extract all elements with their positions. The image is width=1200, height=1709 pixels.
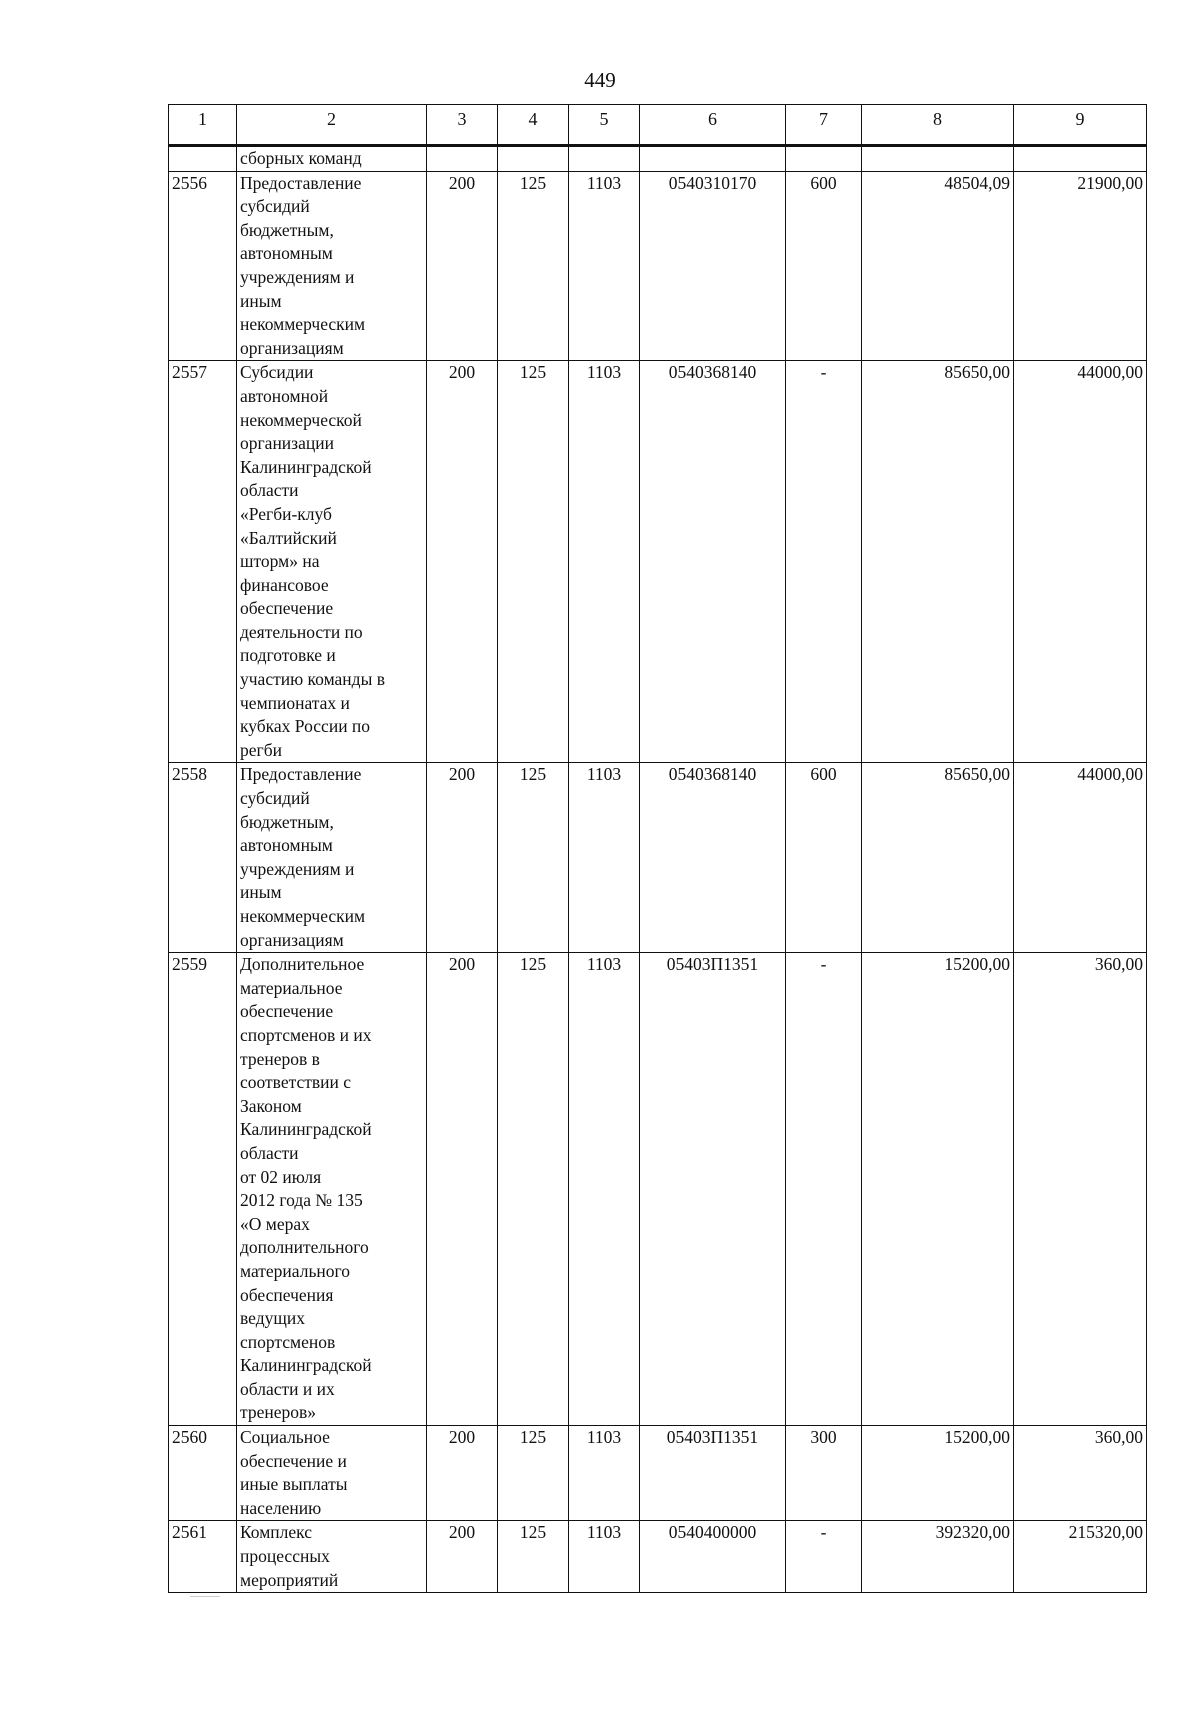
column-3-cell: 200 <box>427 1426 498 1521</box>
column-3-cell: 200 <box>427 1521 498 1593</box>
row-name-line: обеспечение <box>240 598 334 619</box>
row-name-line: Законом <box>240 1095 302 1116</box>
row-number-cell: 2557 <box>169 361 237 763</box>
row-name-cell <box>237 763 427 953</box>
column-7-cell: 300 <box>786 1426 862 1521</box>
row-name-line: обеспечение и <box>240 1450 347 1471</box>
table-cell <box>427 146 498 172</box>
row-name-line: организациям <box>240 337 344 358</box>
column-8-cell: 85650,00 <box>862 361 1014 763</box>
table-cell <box>786 146 862 172</box>
row-name-line: субсидий <box>240 788 310 809</box>
row-name-line: некоммерческим <box>240 906 366 926</box>
budget-table <box>168 104 1147 1593</box>
column-4-cell: 125 <box>498 1521 569 1593</box>
row-name-line: Предоставление <box>240 764 362 785</box>
row-name-line: Калининградской <box>240 456 372 477</box>
row-name-line: деятельности по <box>240 621 363 642</box>
row-name-line: иным <box>240 882 282 903</box>
column-9-cell: 21900,00 <box>1014 171 1147 361</box>
column-header: 4 <box>498 105 569 146</box>
column-9-cell: 44000,00 <box>1014 361 1147 763</box>
table-row <box>169 953 1147 1426</box>
row-name-line: соответствии с <box>240 1072 352 1093</box>
column-6-cell: 0540368140 <box>640 361 786 763</box>
column-8-cell: 15200,00 <box>862 1426 1014 1521</box>
column-4-cell: 125 <box>498 171 569 361</box>
row-name-line: организациям <box>240 929 344 950</box>
scan-artifact <box>190 1596 220 1597</box>
row-name-line: шторм» на <box>240 551 320 572</box>
column-7-cell: 600 <box>786 171 862 361</box>
row-name-line: обеспечения <box>240 1284 334 1305</box>
row-name-line: некоммерческим <box>240 314 366 335</box>
row-name-line: Калининградской <box>240 1355 372 1376</box>
column-header: 8 <box>862 105 1014 146</box>
table-row <box>169 763 1147 953</box>
column-8-cell: 85650,00 <box>862 763 1014 953</box>
column-4-cell: 125 <box>498 1426 569 1521</box>
column-8-cell: 48504,09 <box>862 171 1014 361</box>
column-4-cell: 125 <box>498 763 569 953</box>
row-number-cell: 2559 <box>169 953 237 1426</box>
column-6-cell: 0540400000 <box>640 1521 786 1593</box>
column-5-cell: 1103 <box>569 953 640 1426</box>
column-3-cell: 200 <box>427 763 498 953</box>
row-name-line: области <box>240 480 299 501</box>
table-cell <box>498 146 569 172</box>
table-row <box>169 1521 1147 1593</box>
row-name-line: финансовое <box>240 574 329 595</box>
row-name-line: автономным <box>240 835 333 856</box>
row-name-line: области и их <box>240 1378 335 1399</box>
row-name-line: подготовке и <box>240 645 336 666</box>
row-name-line: Социальное <box>240 1427 330 1448</box>
row-name-cell <box>237 953 427 1426</box>
row-name-line: автономным <box>240 243 333 264</box>
row-number-cell: 2560 <box>169 1426 237 1521</box>
row-number-cell: 2558 <box>169 763 237 953</box>
row-name-line: Калининградской <box>240 1119 372 1140</box>
row-name-line: «Регби-клуб <box>240 503 332 524</box>
row-name-line: бюджетным, <box>240 219 334 240</box>
row-name-line: иным <box>240 290 282 311</box>
row-name-line: тренеров в <box>240 1048 320 1069</box>
row-name-line: Субсидии <box>240 362 314 383</box>
row-name-line: регби <box>240 739 282 760</box>
column-7-cell: - <box>786 953 862 1426</box>
row-name-cell <box>237 361 427 763</box>
row-name-line: участию команды в <box>240 669 385 690</box>
row-name-line: спортсменов и их <box>240 1024 372 1045</box>
row-name-line: тренеров» <box>240 1402 317 1423</box>
row-name-line: от 02 июля <box>240 1166 322 1187</box>
column-7-cell: - <box>786 1521 862 1593</box>
table-cell <box>569 146 640 172</box>
row-name-line: автономной <box>240 385 329 406</box>
table-cell <box>862 146 1014 172</box>
column-5-cell: 1103 <box>569 763 640 953</box>
row-name-line: Комплекс <box>240 1522 312 1543</box>
row-name-line: спортсменов <box>240 1331 336 1352</box>
row-number-cell: 2561 <box>169 1521 237 1593</box>
row-name-line: области <box>240 1142 299 1163</box>
column-9-cell: 360,00 <box>1014 953 1147 1426</box>
row-name-line: учреждениям и <box>240 858 355 879</box>
column-header: 9 <box>1014 105 1147 146</box>
row-name-line: мероприятий <box>240 1569 339 1590</box>
column-header: 7 <box>786 105 862 146</box>
row-name-line: бюджетным, <box>240 811 334 832</box>
row-name-line: обеспечение <box>240 1001 334 1022</box>
column-4-cell: 125 <box>498 361 569 763</box>
row-name-line: организации <box>240 433 334 454</box>
row-name-cell <box>237 1521 427 1593</box>
row-name-line: дополнительного <box>240 1237 369 1258</box>
column-9-cell: 44000,00 <box>1014 763 1147 953</box>
row-name-line: учреждениям и <box>240 266 355 287</box>
column-5-cell: 1103 <box>569 171 640 361</box>
row-name-line: «Балтийский <box>240 527 337 548</box>
column-3-cell: 200 <box>427 953 498 1426</box>
row-name-line: материальное <box>240 977 343 998</box>
column-header: 3 <box>427 105 498 146</box>
header-row <box>169 105 1147 146</box>
row-name-line: Дополнительное <box>240 954 365 975</box>
table-cell <box>1014 146 1147 172</box>
row-name-cell: сборных команд <box>237 146 427 172</box>
row-name-line: кубках России по <box>240 716 371 737</box>
column-header: 6 <box>640 105 786 146</box>
column-3-cell: 200 <box>427 361 498 763</box>
table-cell <box>640 146 786 172</box>
continuation-row <box>169 146 1147 172</box>
column-7-cell: 600 <box>786 763 862 953</box>
column-5-cell: 1103 <box>569 361 640 763</box>
row-name-line: ведущих <box>240 1308 305 1329</box>
column-4-cell: 125 <box>498 953 569 1426</box>
row-number-cell <box>169 146 237 172</box>
column-7-cell: - <box>786 361 862 763</box>
column-9-cell: 215320,00 <box>1014 1521 1147 1593</box>
row-name-line: населению <box>240 1497 322 1518</box>
column-5-cell: 1103 <box>569 1521 640 1593</box>
row-name-line: материального <box>240 1260 351 1281</box>
row-name-cell <box>237 1426 427 1521</box>
table-row <box>169 361 1147 763</box>
row-name-line: субсидий <box>240 196 310 217</box>
table-row <box>169 171 1147 361</box>
row-name-line: 2012 года № 135 <box>240 1190 363 1211</box>
table-row <box>169 1426 1147 1521</box>
column-8-cell: 15200,00 <box>862 953 1014 1426</box>
row-name-line: некоммерческой <box>240 409 362 430</box>
row-name-line: иные выплаты <box>240 1474 348 1495</box>
row-name-line: процессных <box>240 1546 330 1567</box>
row-name-line: Предоставление <box>240 172 362 193</box>
column-5-cell: 1103 <box>569 1426 640 1521</box>
column-header: 1 <box>169 105 237 146</box>
column-6-cell: 0540368140 <box>640 763 786 953</box>
column-9-cell: 360,00 <box>1014 1426 1147 1521</box>
row-name-line: «О мерах <box>240 1213 310 1234</box>
row-name-cell <box>237 171 427 361</box>
column-3-cell: 200 <box>427 171 498 361</box>
column-6-cell: 0540310170 <box>640 171 786 361</box>
column-6-cell: 05403П1351 <box>640 953 786 1426</box>
column-header: 2 <box>237 105 427 146</box>
row-name-line: чемпионатах и <box>240 692 350 713</box>
column-header: 5 <box>569 105 640 146</box>
page-number: 449 <box>584 68 616 92</box>
row-number-cell: 2556 <box>169 171 237 361</box>
column-8-cell: 392320,00 <box>862 1521 1014 1593</box>
column-6-cell: 05403П1351 <box>640 1426 786 1521</box>
